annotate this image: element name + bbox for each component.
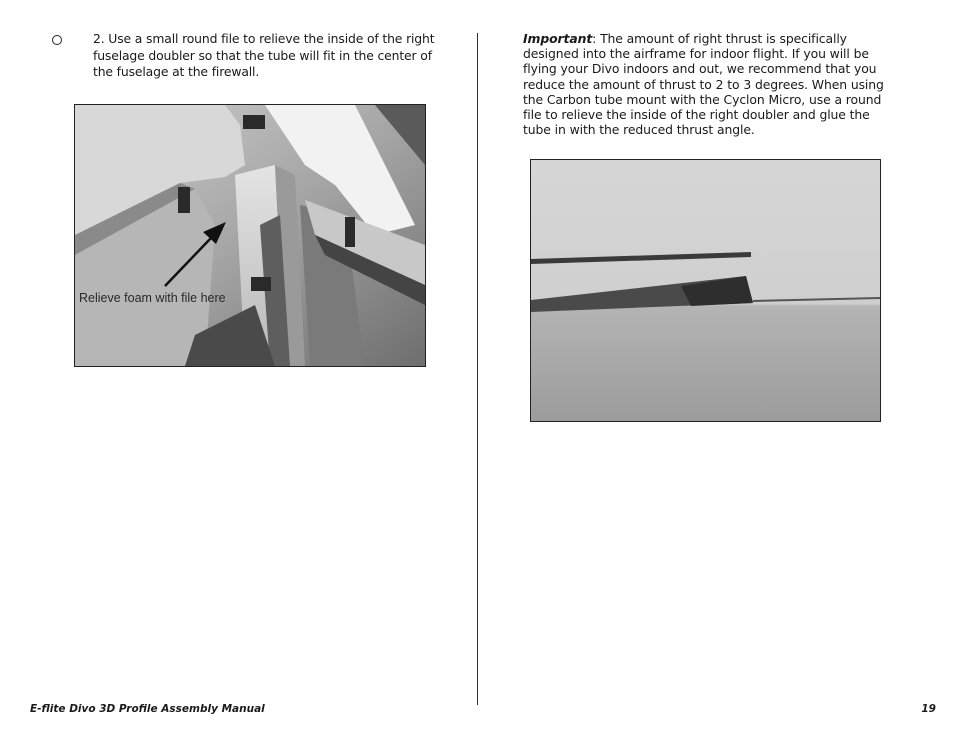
column-divider — [477, 33, 478, 705]
step-text: 2. Use a small round file to relieve the inside of the right fuselage doubler so that the tube will fit in the center of the fuselage at the firewall. — [93, 31, 435, 79]
photo-fuselage-doubler — [74, 104, 426, 367]
important-text: : The amount of right thrust is specifically designed into the airframe for indoor flight. If you will be flying your Divo indoors and out, we recommend that you reduce the amount of thrust to 2 to 3 degrees. When using the Carbon tube mount with the Cyclon Micro, use a round file to relieve the inside of the right doubler and glue the tube in with the reduced thrust angle. — [523, 31, 884, 138]
photo-carbon-tube-mount — [530, 159, 881, 422]
step-checkbox[interactable] — [52, 35, 62, 45]
important-label: Important — [523, 31, 593, 46]
photo-callout-label: Relieve foam with file here — [79, 291, 226, 305]
instruction-step — [52, 31, 444, 81]
photo-carbon-tube-mount-image — [531, 160, 880, 421]
important-note — [523, 31, 891, 137]
page-number: 19 — [921, 703, 936, 715]
footer-title: E-flite Divo 3D Profile Assembly Manual — [30, 703, 265, 715]
photo-fuselage-doubler-image — [75, 105, 425, 366]
